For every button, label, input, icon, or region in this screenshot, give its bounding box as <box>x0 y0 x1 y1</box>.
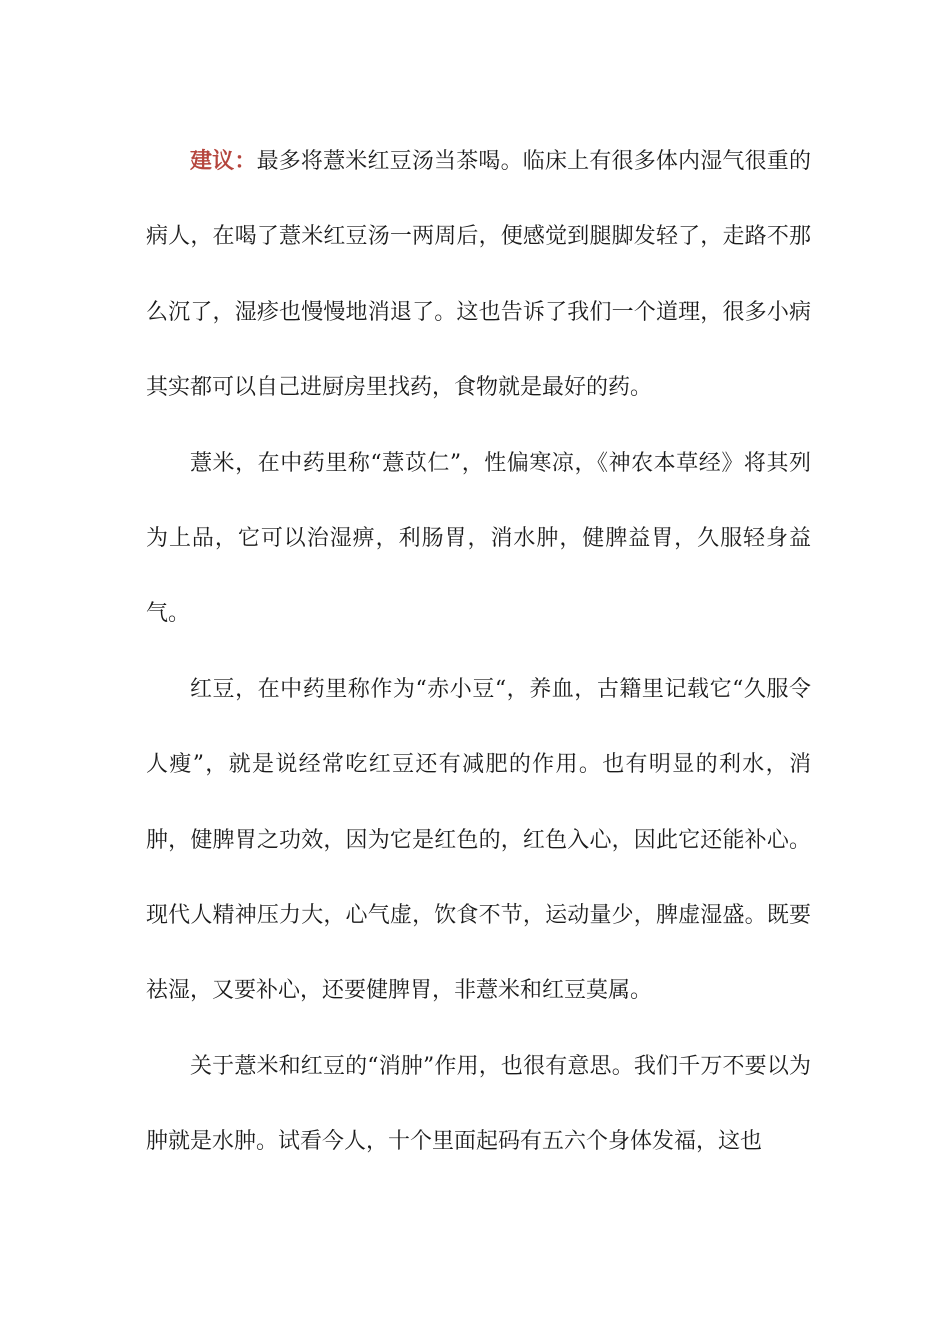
paragraph-coix-seed: 薏米，在中药里称“薏苡仁”，性偏寒凉，《神农本草经》将其列为上品，它可以治湿痹，利肠胃，消水肿，健脾益胃，久服轻身益气。 <box>146 450 811 627</box>
document-body <box>146 124 811 1180</box>
paragraph-red-bean: 红豆，在中药里称作为“赤小豆“，养血，古籍里记载它“久服令人瘦”，就是说经常吃红豆还有减肥的作用。也有明显的利水，消肿，健脾胃之功效，因为它是红色的，红色入心，因此它还能补心。现代人精神压力大，心气虚，饮食不节，运动量少，脾虚湿盛。既要祛湿，又要补心，还要健脾胃，非薏米和红豆莫属。 <box>146 676 811 1004</box>
advice-label: 建议： <box>190 148 257 174</box>
advice-text: 最多将薏米红豆汤当茶喝。临床上有很多体内湿气很重的病人，在喝了薏米红豆汤一两周后，便感觉到腿脚发轻了，走路不那么沉了，湿疹也慢慢地消退了。这也告诉了我们一个道理，很多小病其实都可以自己进厨房里找药，食物就是最好的药。 <box>146 149 811 401</box>
paragraph-advice <box>146 124 811 426</box>
paragraph-swelling: 关于薏米和红豆的“消肿”作用，也很有意思。我们千万不要以为肿就是水肿。试看今人，十个里面起码有五六个身体发福，这也 <box>146 1053 811 1155</box>
